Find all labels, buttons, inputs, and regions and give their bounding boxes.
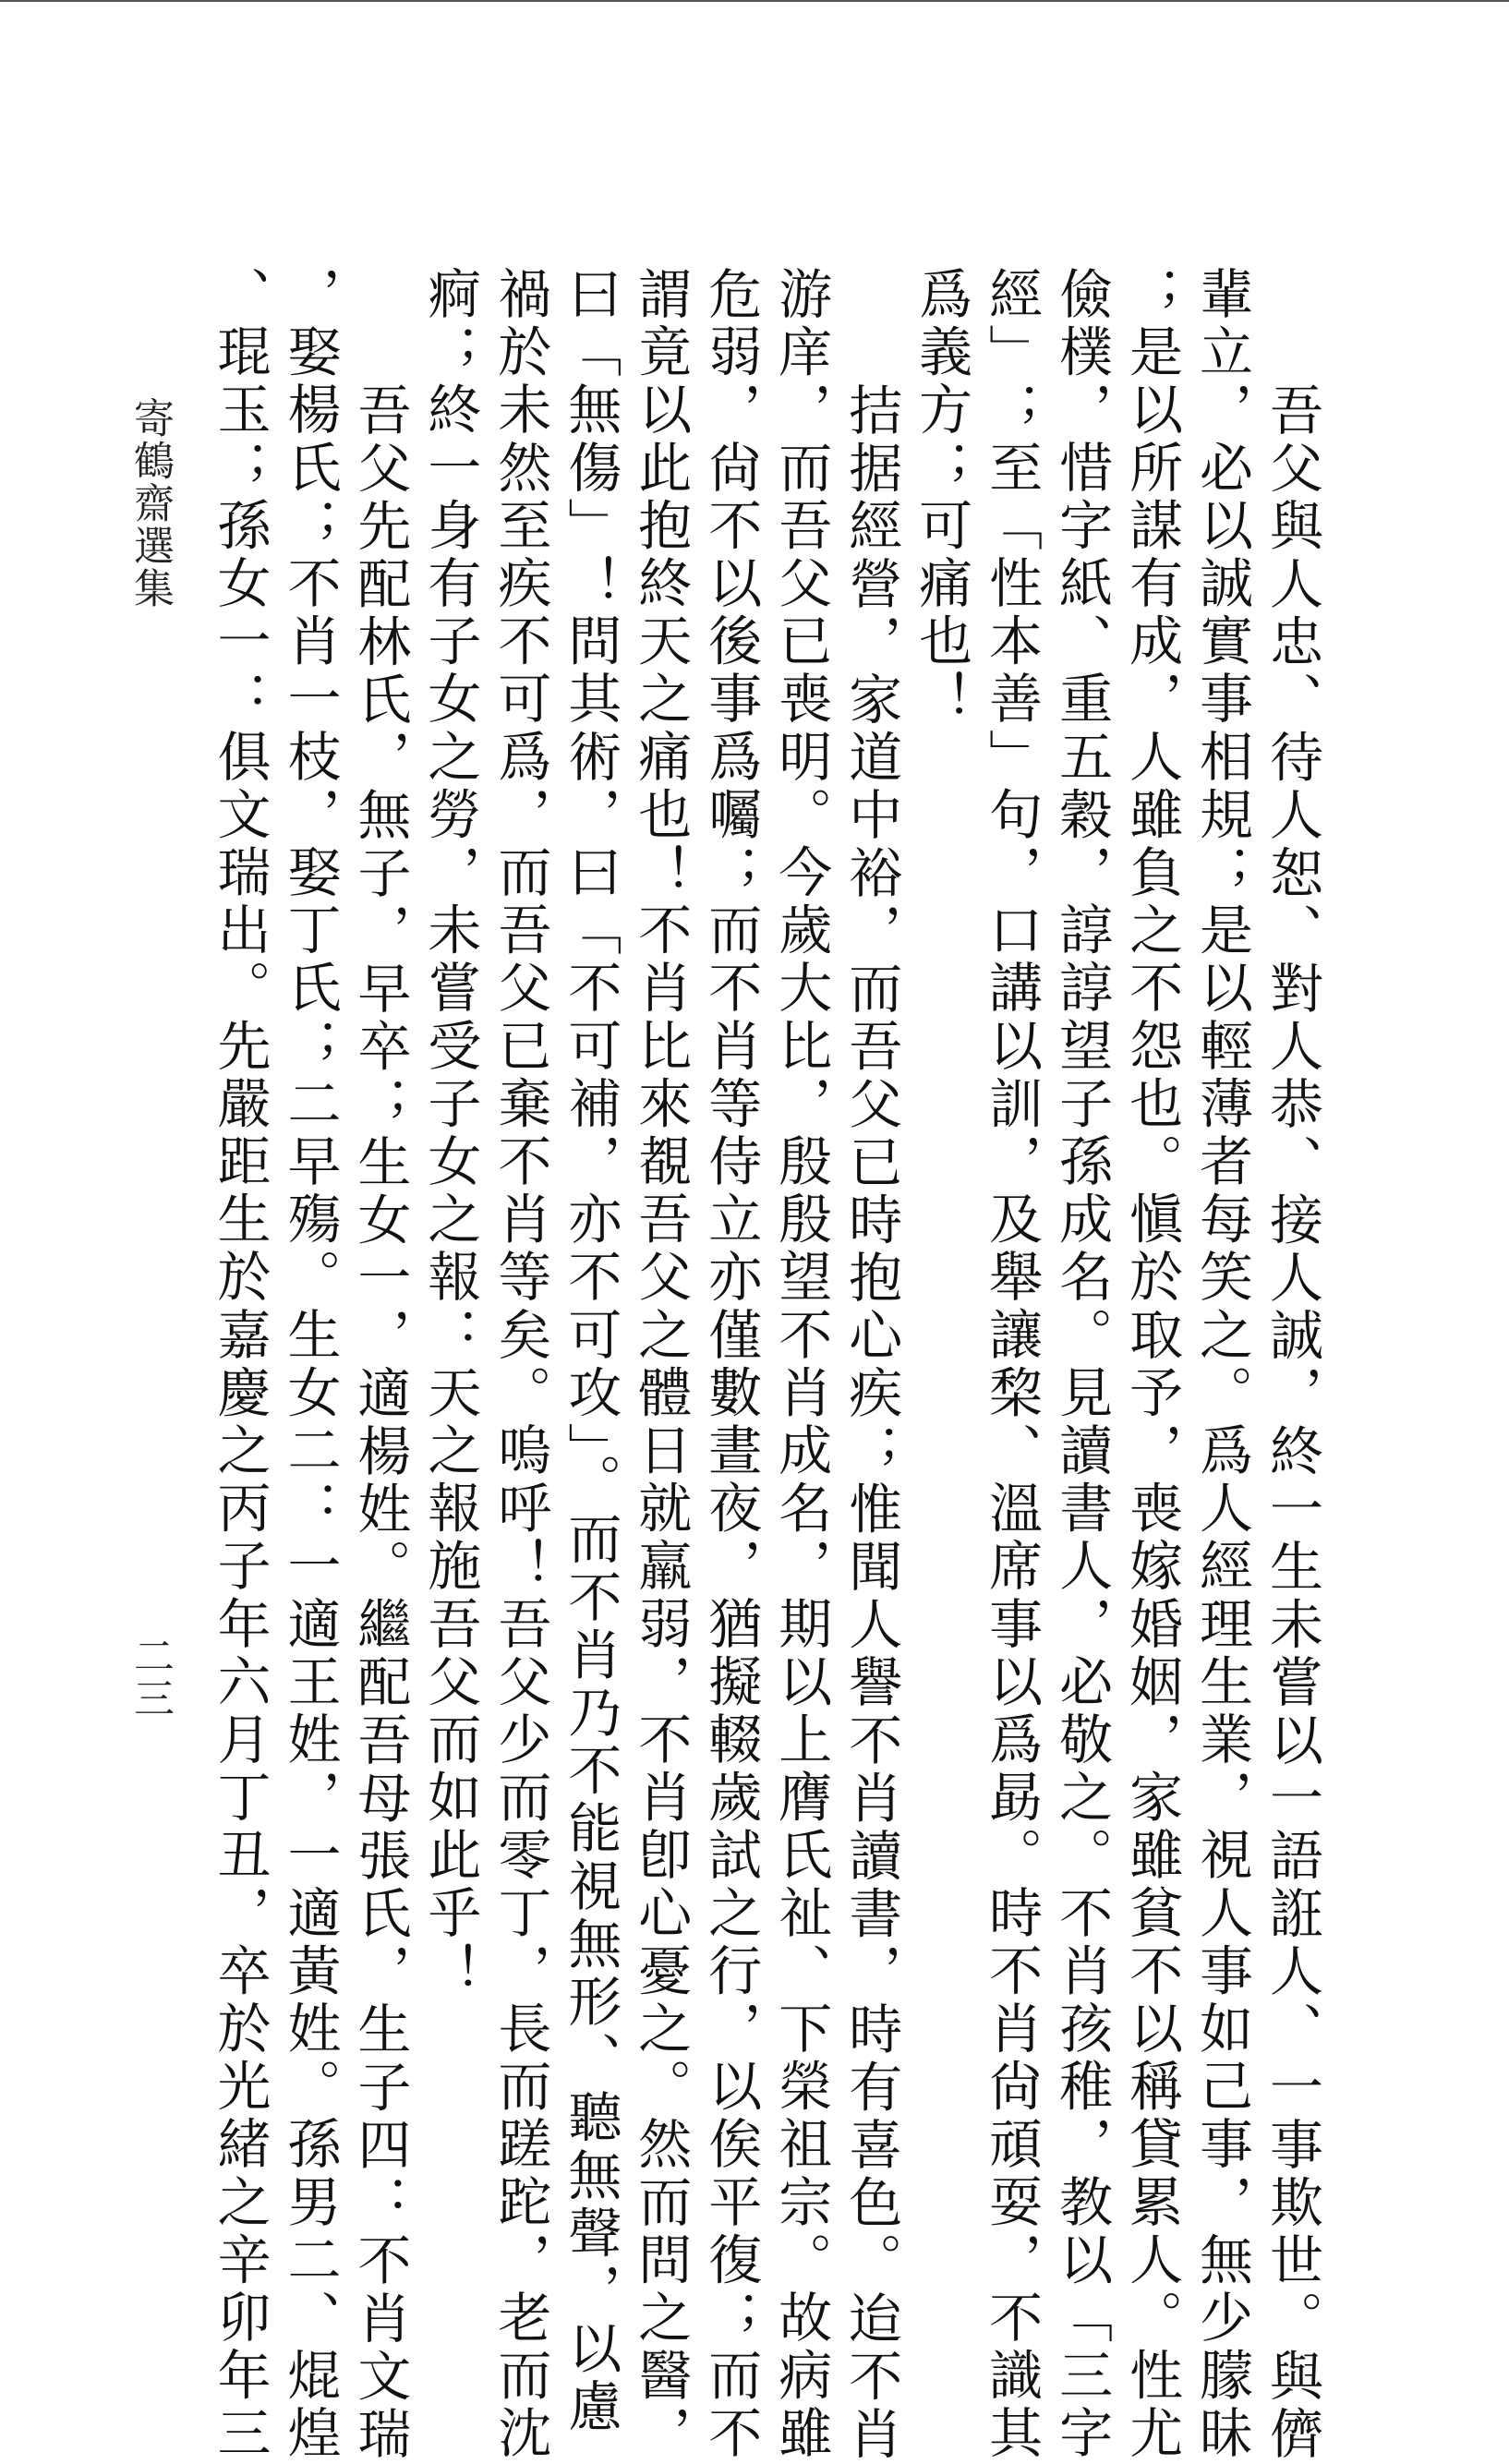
page-number: 二三 [127, 1635, 174, 1720]
text-column: 曰「無傷」！問其術，曰「不可補，亦不可攻」。而不肖乃不能視無形、聽無聲，以慮 [559, 266, 622, 2436]
text-column: 拮据經營，家道中裕，而吾父已時抱心疾；惟聞人譽不肖讀書，時有喜色。迨不肖 [839, 382, 903, 2464]
text-column: 經」；至「性本善」句，口講以訓，及舉讓棃、溫席事以爲勗。時不肖尙頑耍，不識其 [980, 266, 1044, 2463]
text-column: ，娶楊氏；不肖一枝，娶丁氏；二早殤。生女二：一適王姓，一適黃姓。孫男二、焜煌 [278, 266, 342, 2463]
text-column: 禍於未然至疾不可爲，而吾父已棄不肖等矣。嗚呼！吾父少而零丁，長而蹉跎，老而沈 [489, 266, 552, 2463]
text-column: 吾父先配林氏，無子，早卒；生女一，適楊姓。繼配吾母張氏，生子四：不肖文瑞 [348, 382, 412, 2464]
text-column: 吾父與人忠、待人恕、對人恭、接人誠，終一生未嘗以一語誑人、一事欺世。與儕 [1261, 382, 1323, 2464]
text-column: 痾；終一身有子女之勞，未嘗受子女之報：天之報施吾父而如此乎！ [418, 266, 482, 2000]
text-column: 謂竟以此抱終天之痛也！不肖比來覩吾父之體日就羸弱，不肖卽心憂之。然而問之醫， [629, 266, 693, 2463]
text-column: 游庠，而吾父已喪明。今歲大比，殷殷望不肖成名，期以上膺氏祉、下榮祖宗。故病雖 [769, 266, 833, 2463]
text-column: 、琨玉；孫女一：俱文瑞出。先嚴距生於嘉慶之丙子年六月丁丑，卒於光緒之辛卯年三 [208, 266, 272, 2463]
vertical-text-block [181, 266, 1326, 2464]
text-column: 輩立，必以誠實事相規；是以輕薄者每笑之。爲人經理生業，視人事如己事，無少朦昧 [1190, 266, 1254, 2463]
text-column: 爲義方；可痛也！ [910, 266, 973, 729]
page-top-rule [0, 0, 1509, 2]
text-column: ；是以所謀有成，人雖負之不怨也。愼於取予，喪嫁婚姻，家雖貧不以稱貸累人。性尤 [1120, 266, 1184, 2463]
text-column: 危弱，尙不以後事爲囑；而不肖等侍立亦僅數晝夜，猶擬輟歲試之行，以俟平復；而不 [699, 266, 763, 2463]
text-column: 儉樸，惜字紙、重五穀，諄諄望子孫成名。見讀書人，必敬之。不肖孩稚，教以「三字 [1050, 266, 1114, 2463]
book-title-margin: 寄鶴齋選集 [127, 397, 174, 610]
